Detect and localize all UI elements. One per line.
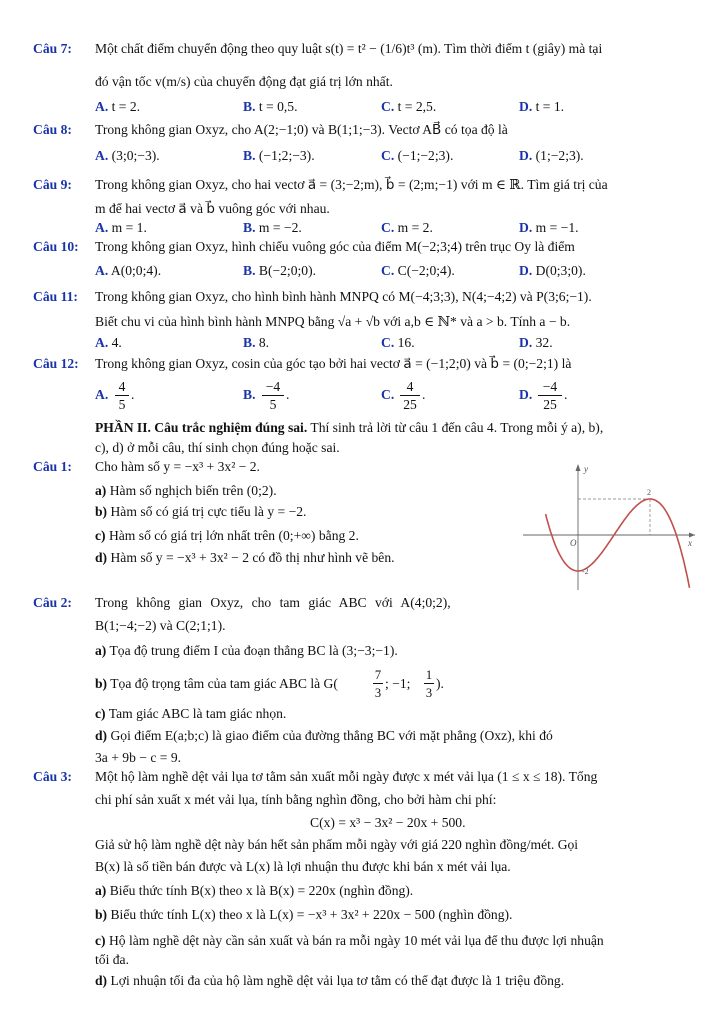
option-d: D. m = −1. bbox=[519, 220, 579, 235]
option-d: D. t = 1. bbox=[519, 99, 565, 114]
min-value-label: -2 bbox=[582, 567, 589, 576]
statement-c: c) Hàm số có giá trị lớn nhất trên (0;+∞) bằng 2. bbox=[95, 528, 359, 543]
function-curve bbox=[546, 499, 690, 588]
option-d: D. D(0;3;0). bbox=[519, 263, 586, 278]
question-label: Câu 2: bbox=[33, 595, 72, 610]
question-label: Câu 3: bbox=[33, 769, 72, 784]
question-label: Câu 9: bbox=[33, 177, 72, 192]
question-text: B(x) là số tiền bán được và L(x) là lợi nhuận thu được khi bán x mét vải lụa. bbox=[95, 859, 511, 874]
question-text: Một chất điểm chuyển động theo quy luật s(t) = t² − (1/6)t³ (m). Tìm thời điểm t (giây) mà tại bbox=[95, 41, 603, 56]
statement-b: b) Hàm số có giá trị cực tiểu là y = −2. bbox=[95, 504, 307, 519]
question-text: chi phí sản xuất x mét vải lụa, tính bằng nghìn đồng, cho bởi hàm chi phí: bbox=[95, 792, 497, 807]
question-text: Trong không gian Oxyz, cosin của góc tạo bởi hai vectơ a⃗ = (−1;2;0) và b⃗ = (0;−2;1) là bbox=[95, 356, 572, 371]
option-a: A. (3;0;−3). bbox=[95, 148, 160, 163]
question-text: Giả sử hộ làm nghề dệt này bán hết sản phẩm mỗi ngày với giá 220 nghìn đồng/mét. Gọi bbox=[95, 837, 579, 852]
question-label: Câu 12: bbox=[33, 356, 79, 371]
question-text: Biết chu vi của hình bình hành MNPQ bằng √a + √b với a,b ∈ ℕ* và a > b. Tính a − b. bbox=[95, 314, 571, 329]
max-value-label: 2 bbox=[647, 488, 651, 497]
statement-c: c) Hộ làm nghề dệt này cần sản xuất và bán ra mỗi ngày 10 mét vải lụa để thu được lợi nhuận bbox=[95, 933, 604, 948]
statement-d-cont: 3a + 9b − c = 9. bbox=[95, 750, 182, 765]
option-a: A. 4. bbox=[95, 335, 122, 350]
question-text: đó vận tốc v(m/s) của chuyển động đạt giá trị lớn nhất. bbox=[95, 74, 393, 89]
question-text: Cho hàm số y = −x³ + 3x² − 2. bbox=[95, 459, 260, 474]
option-a: A. m = 1. bbox=[95, 220, 147, 235]
y-axis-arrow bbox=[576, 464, 581, 471]
question-label: Câu 8: bbox=[33, 122, 72, 137]
option-d: D. 32. bbox=[519, 335, 553, 350]
statement-a: a) Tọa độ trung điểm I của đoạn thẳng BC là (3;−3;−1). bbox=[95, 643, 398, 658]
option-a: A. A(0;0;4). bbox=[95, 263, 162, 278]
question-text: Một hộ làm nghề dệt vải lụa tơ tằm sản xuất mỗi ngày được x mét vải lụa (1 ≤ x ≤ 18). Tổng bbox=[95, 769, 598, 784]
option-c: C. t = 2,5. bbox=[381, 99, 437, 114]
option-b: B. t = 0,5. bbox=[243, 99, 298, 114]
option-b: B. (−1;2;−3). bbox=[243, 148, 315, 163]
option-b: B. 8. bbox=[243, 335, 270, 350]
question-label: Câu 7: bbox=[33, 41, 72, 56]
option-c: C. m = 2. bbox=[381, 220, 433, 235]
part2-instructions: c), d) ở mỗi câu, thí sinh chọn đúng hoặc sai. bbox=[95, 440, 340, 455]
question-label: Câu 11: bbox=[33, 289, 78, 304]
statement-c-cont: tối đa. bbox=[95, 952, 129, 967]
y-axis-label: y bbox=[584, 464, 588, 474]
cost-formula: C(x) = x³ − 3x² − 20x + 500. bbox=[310, 815, 466, 830]
exam-page: Câu 7: Một chất điểm chuyển động theo quy luật s(t) = t² − (1/6)t³ (m). Tìm thời điểm t (giây) mà tại đó vận tốc v(m/s) của chuyển động đạt giá trị lớn nhất. A. t = 2. B. t = 0,5. C. t = 2,5. D. t = 1. Câu 8: Trong không gian Oxyz, cho A(2;−1;0) và B(1;1;−3). Vectơ AB⃗ có tọa độ là A. (3;0;−3). B. (−1;2;−3). C. (−1;−2;3). D. (1;−2;3). Câu 9: Trong không gian Oxyz, cho hai vectơ a⃗ = (3;−2;m), b⃗ = (2;m;−1) với m ∈ ℝ. Tìm giá trị của m để hai vectơ a⃗ và b⃗ vuông góc với nhau. A. m = 1. B. m = −2. C. m = 2. D. m = −1. Câu 10: Trong không gian Oxyz, hình chiếu vuông góc của điểm M(−2;3;4) trên trục Oy là điểm A. A(0;0;4). B. B(−2;0;0). C. C(−2;0;4). D. D(0;3;0). Câu 11: Trong không gian Oxyz, cho hình bình hành MNPQ có M(−4;3;3), N(4;−4;2) và P(3;6;−1). Biết chu vi của hình bình hành MNPQ bằng √a + √b với a,b ∈ ℕ* và a > b. Tính a − b. A. 4. B. 8. C. 16. D. 32. Câu 12: Trong không gian Oxyz, cosin của góc tạo bởi hai vectơ a⃗ = (−1;2;0) và b⃗ = (0;−2;1) là A. 4 5 . B. −4 5 . C. 4 25 . D. −4 25 . PHẦN II. Câu trắc nghiệm đúng sai. Thí sinh trả lời từ câu 1 đến câu 4. Trong mỗi ý a), b), c), d) ở mỗi câu, thí sinh chọn đúng hoặc sai. Câu 1: Cho hàm số y = −x³ + 3x² − 2. a) Hàm số nghịch biến trên (0;2). b) Hàm số có giá trị cực tiểu là y = −2. c) Hàm số có giá trị lớn nhất trên (0;+∞) bằng 2. d) Hàm số y = −x³ + 3x² − 2 có đồ thị như hình vẽ bên. y x O 2 -2 Câu 2: Trong không gian Oxyz, cho tam giác ABC với A(4;0;2), B(1;−4;−2) và C(2;1;1). a) Tọa độ trung điểm I của đoạn thẳng BC là (3;−3;−1). b) Tọa độ trọng tâm của tam giác ABC là G( 7 3 ; −1; 1 3 ). c) Tam giác ABC là tam giác nhọn. d) Gọi điểm E(a;b;c) là giao điểm của đường thẳng BC với mặt phẳng (Oxz), khi đó 3a + 9b − c = 9. Câu 3: Một hộ làm nghề dệt vải lụa tơ tằm sản xuất mỗi ngày được x mét vải lụa (1 ≤ x ≤ 18). Tổng chi phí sản xuất x mét vải lụa, tính bằng nghìn đồng, cho bởi hàm chi phí: C(x) = x³ − 3x² − 20x + 500. Giả sử hộ làm nghề dệt này bán hết sản phẩm mỗi ngày với giá 220 nghìn đồng/mét. Gọi B(x) là số tiền bán được và L(x) là lợi nhuận thu được khi bán x mét vải lụa. a) Biểu thức tính B(x) theo x là B(x) = 220x (nghìn đồng). b) Biểu thức tính L(x) theo x là L(x) = −x³ + 3x² + 220x − 500 (nghìn đồng). c) Hộ làm nghề dệt này cần sản xuất và bán ra mỗi ngày 10 mét vải lụa để thu được lợi nhuận tối đa. d) Lợi nhuận tối đa của hộ làm nghề dệt vải lụa tơ tằm có thể đạt được là 1 triệu đồng. bbox=[0, 0, 725, 1024]
statement-a: a) Hàm số nghịch biến trên (0;2). bbox=[95, 483, 277, 498]
option-a: A. t = 2. bbox=[95, 99, 141, 114]
statement-d: d) Gọi điểm E(a;b;c) là giao điểm của đường thẳng BC với mặt phẳng (Oxz), khi đó bbox=[95, 728, 553, 743]
option-b: B. B(−2;0;0). bbox=[243, 263, 317, 278]
statement-d: d) Hàm số y = −x³ + 3x² − 2 có đồ thị như hình vẽ bên. bbox=[95, 550, 395, 565]
question-label: Câu 10: bbox=[33, 239, 79, 254]
part2-heading: PHẦN II. Câu trắc nghiệm đúng sai. Thí sinh trả lời từ câu 1 đến câu 4. Trong mỗi ý a), b), bbox=[95, 420, 604, 435]
question-text: Trong không gian Oxyz, cho A(2;−1;0) và B(1;1;−3). Vectơ AB⃗ có tọa độ là bbox=[95, 122, 508, 137]
question-text: m để hai vectơ a⃗ và b⃗ vuông góc với nhau. bbox=[95, 201, 330, 216]
x-axis-arrow bbox=[689, 533, 695, 538]
question-text: Trong không gian Oxyz, cho hình bình hành MNPQ có M(−4;3;3), N(4;−4;2) và P(3;6;−1). bbox=[95, 289, 592, 304]
origin-label: O bbox=[570, 538, 577, 548]
option-c: C. C(−2;0;4). bbox=[381, 263, 455, 278]
x-axis-label: x bbox=[688, 538, 692, 548]
question-label: Câu 1: bbox=[33, 459, 72, 474]
question-text: Trong không gian Oxyz, hình chiếu vuông góc của điểm M(−2;3;4) trên trục Oy là điểm bbox=[95, 239, 575, 254]
function-graph bbox=[523, 462, 698, 592]
option-c: C. 16. bbox=[381, 335, 415, 350]
option-d: D. (1;−2;3). bbox=[519, 148, 584, 163]
statement-d: d) Lợi nhuận tối đa của hộ làm nghề dệt vải lụa tơ tằm có thể đạt được là 1 triệu đồng. bbox=[95, 973, 565, 988]
question-text: Trong không gian Oxyz, cho hai vectơ a⃗ = (3;−2;m), b⃗ = (2;m;−1) với m ∈ ℝ. Tìm giá trị của bbox=[95, 177, 608, 192]
statement-a: a) Biểu thức tính B(x) theo x là B(x) = 220x (nghìn đồng). bbox=[95, 883, 414, 898]
option-c: C. (−1;−2;3). bbox=[381, 148, 454, 163]
statement-b: b) Biểu thức tính L(x) theo x là L(x) = −x³ + 3x² + 220x − 500 (nghìn đồng). bbox=[95, 907, 513, 922]
question-text: B(1;−4;−2) và C(2;1;1). bbox=[95, 618, 226, 633]
option-b: B. m = −2. bbox=[243, 220, 302, 235]
question-text: Trong không gian Oxyz, cho tam giác ABC với A(4;0;2), bbox=[95, 595, 451, 610]
statement-c: c) Tam giác ABC là tam giác nhọn. bbox=[95, 706, 287, 721]
